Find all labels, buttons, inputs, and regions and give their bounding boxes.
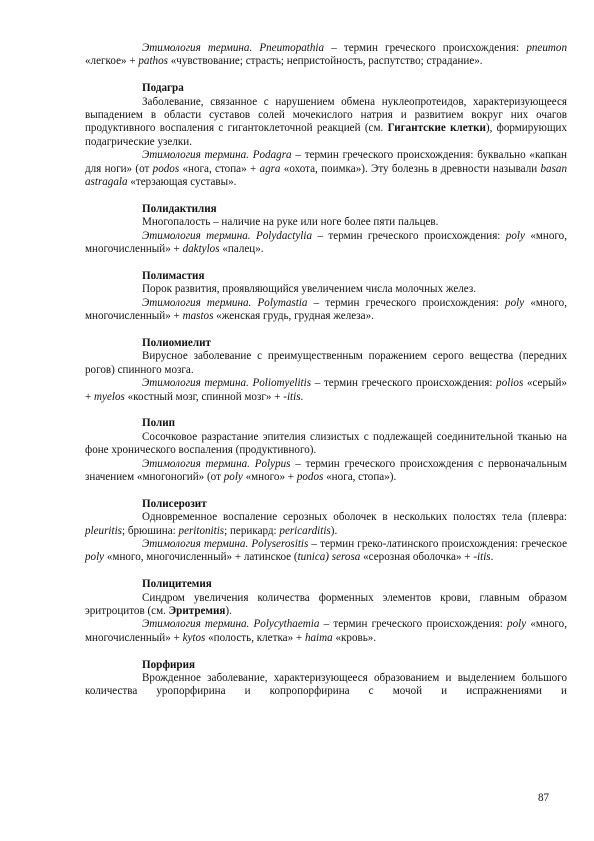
entry-title-podagra: Подагра	[142, 82, 184, 95]
entry-title-poliserozit: Полисерозит	[142, 497, 207, 510]
entry-title-polydactylia: Полидактилия	[142, 202, 217, 215]
etymology-paragraph: Этимология термина. Polycythaemia – термин греческого происхождения: poly «много, многочисленный» + kytos «полость, клетка» + haima «кровь».	[85, 618, 567, 644]
etymology-paragraph: Этимология термина. Polypus – термин греческого происхождения с первоначальным значением «многоногий» (от poly «много» + podos «нога, стопа»).	[85, 457, 567, 483]
etymology-paragraph: Этимология термина. Polymastia – термин греческого происхождения: poly «много, многочисленный» + mastos «женская грудь, грудная железа».	[85, 296, 567, 323]
definition-paragraph: Врожденное заболевание, характеризующееся образованием и выделением большого количества уропорфирина и копропорфирина с мочой и испражнениями и	[85, 671, 567, 698]
definition-paragraph: Порок развития, проявляющийся увеличением числа молочных желез.	[142, 283, 477, 296]
etymology-paragraph: Этимология термина. Polyserositis – термин греко-латинского происхождения: греческое poly «много, многочисленный» + латинское (tunica) serosa «серозная оболочка» + -itis.	[85, 537, 567, 564]
etymology-paragraph: Этимология термина. Poliomyelitis – термин греческого происхождения: polios «серый» + myelos «костный мозг, спинной мозг» + -itis.	[85, 377, 567, 403]
entry-title-policitemia: Полицитемия	[142, 578, 212, 591]
page-number: 87	[538, 792, 550, 804]
definition-paragraph: Многопалость – наличие на руке или ноге более пяти пальцев.	[142, 216, 439, 229]
entry-title-porfiria: Порфирия	[142, 658, 195, 671]
etymology-paragraph: Этимология термина. Polydactylia – термин греческого происхождения: poly «много, многочисленный» + daktylos «палец».	[85, 229, 567, 256]
entry-title-polymastia: Полимастия	[142, 269, 205, 282]
etymology-paragraph: Этимология термина. Podagra – термин греческого происхождения: буквально «капкан для ноги» (от podos «нога, стопа» + agra «охота, поимка»). Эту болезнь в древности называли basan astragala «терзающая суставы».	[85, 149, 567, 189]
entry-title-poliomyelit: Полиомиелит	[142, 336, 211, 349]
definition-paragraph: Одновременное воспаление серозных оболочек в нескольких полостях тела (плевра: pleuritis; брюшина: peritonitis; перикард: pericarditis).	[85, 511, 567, 537]
definition-paragraph: Заболевание, связанное с нарушением обмена нуклеопротеидов, характеризующееся выпадением в области суставов солей мочекислого натрия и развитием вокруг них очагов продуктивного воспаления с гигантоклеточной реакцией (см. Гигантские клетки), формирующих подагрические узелки.	[85, 95, 567, 148]
entry-title-polip: Полип	[142, 417, 176, 430]
definition-paragraph: Вирусное заболевание с преимущественным поражением серого вещества (передних рогов) спинного мозга.	[85, 350, 567, 376]
document-page	[85, 42, 567, 699]
definition-paragraph: Синдром увеличения количества форменных элементов крови, главным образом эритроцитов (см. Эритремия).	[85, 591, 567, 617]
etymology-paragraph: Этимология термина. Pneumopathia – термин греческого происхождения: pneumon «легкое» + pathos «чувствование; страсть; непристойность, распутство; страдание».	[85, 42, 567, 68]
definition-paragraph: Сосочковое разрастание эпителия слизистых с подлежащей соединительной тканью на фоне хронического воспаления (продуктивного).	[85, 430, 567, 457]
